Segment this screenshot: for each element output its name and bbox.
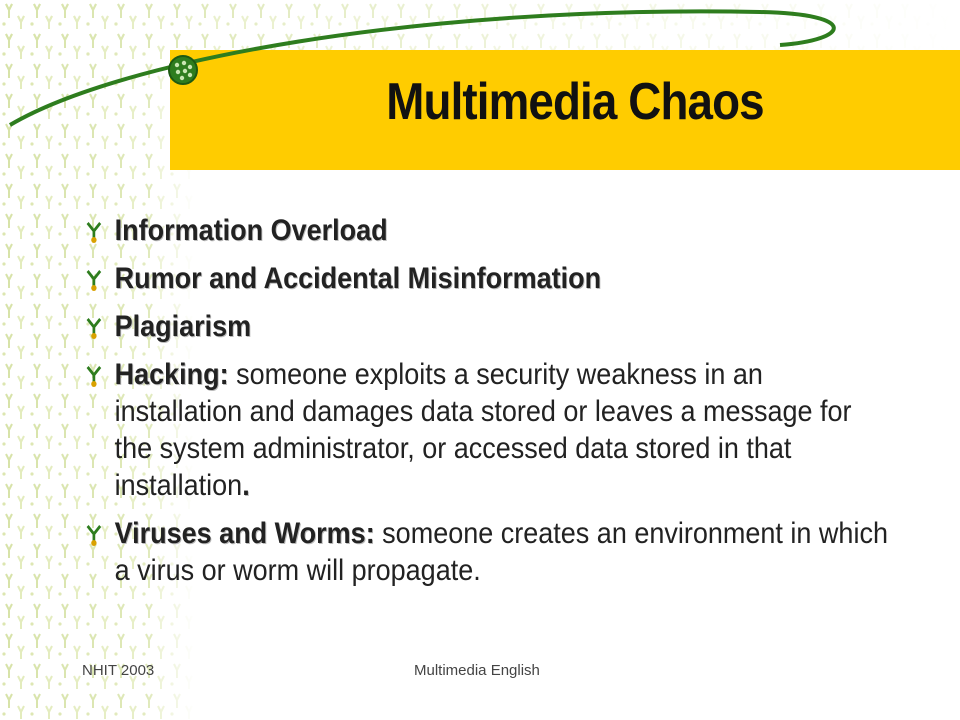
slide-title: Multimedia Chaos: [386, 73, 764, 131]
bullet-trail: .: [242, 469, 250, 502]
bullet-item: [84, 260, 889, 297]
bullet-item: [84, 356, 889, 504]
bullet-text: someone exploits a security weakness in an installation and damages data stored or leaves a message for the system administrator, or accessed data stored in that installation: [114, 358, 852, 502]
sphere-icon: [169, 56, 197, 84]
bullet-icon: [84, 316, 104, 340]
footer-center: Multimedia English: [414, 662, 540, 679]
bullet-label: Viruses and Worms:: [114, 517, 375, 550]
bullet-item: [84, 308, 889, 345]
bullet-label: Rumor and Accidental Misinformation: [114, 262, 602, 295]
footer-left: NHIT 2003: [82, 662, 155, 679]
bullet-label: Information Overload: [114, 214, 388, 247]
bullet-item: [84, 515, 889, 589]
bullet-list: [84, 212, 888, 600]
bullet-icon: [84, 268, 104, 292]
bullet-text: someone creates an environment in which a virus or worm will propagate.: [114, 517, 888, 587]
bullet-icon: [84, 220, 104, 244]
bullet-label: Hacking:: [114, 358, 229, 391]
bullet-icon: [84, 523, 104, 547]
bullet-label: Plagiarism: [114, 310, 252, 343]
bullet-item: [84, 212, 889, 249]
bullet-icon: [84, 364, 104, 388]
